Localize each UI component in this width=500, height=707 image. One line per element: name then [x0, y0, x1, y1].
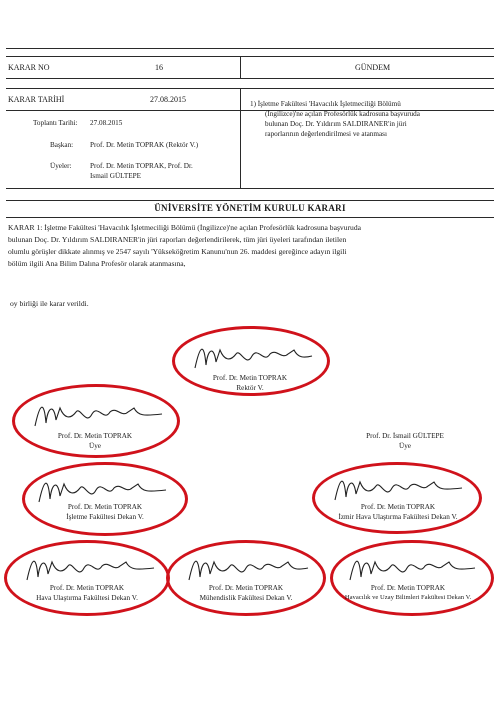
signatory-name: Prof. Dr. Metin TOPRAK — [67, 503, 143, 511]
uyeler-line2: Ismail GÜLTEPE — [90, 172, 142, 180]
signatory-name: Prof. Dr. İsmail GÜLTEPE — [366, 432, 444, 440]
signatory-title: İşletme Fakültesi Dekan V. — [66, 513, 144, 521]
karar-no-label: KARAR NO — [8, 63, 50, 72]
header-divider — [240, 56, 241, 78]
header-rule — [6, 56, 494, 57]
karar-tarihi-label: KARAR TARİHİ — [8, 95, 65, 104]
signature-scribble — [190, 340, 320, 375]
signatory-title: Rektör V. — [236, 384, 264, 392]
decision-title: ÜNİVERSİTE YÖNETİM KURULU KARARI — [154, 203, 346, 213]
baskan-value: Prof. Dr. Metin TOPRAK (Rektör V.) — [90, 141, 199, 149]
agenda-line1: 1) İşletme Fakültesi 'Havacılık İşletmeciliği Bölümü — [250, 100, 401, 108]
signatory-name: Prof. Dr. Metin TOPRAK — [212, 374, 288, 382]
signatory-name: Prof. Dr. Metin TOPRAK — [360, 503, 436, 511]
signatory-name: Prof. Dr. Metin TOPRAK — [49, 584, 125, 592]
signatory-title: İzmir Hava Ulaştırma Fakültesi Dekan V. — [338, 513, 458, 521]
decision-top-rule — [6, 200, 494, 201]
header-divider — [240, 88, 241, 188]
signatory-title: Mühendislik Fakültesi Dekan V. — [199, 594, 293, 602]
signatory-title: Hava Ulaştırma Fakültesi Dekan V. — [36, 594, 138, 602]
signature-scribble — [30, 398, 170, 433]
decision-line4: bölüm ilgili Ana Bilim Dalına Profesör olarak atanmasına, — [8, 259, 186, 268]
signature-scribble — [184, 552, 314, 587]
signature-scribble — [22, 552, 162, 587]
decision-closing: oy birliği ile karar verildi. — [10, 299, 89, 308]
signature-scribble — [345, 552, 480, 587]
signatory-name: Prof. Dr. Metin TOPRAK — [57, 432, 133, 440]
signatory-title: Üye — [399, 442, 411, 450]
header-rule — [6, 110, 494, 111]
header-rule — [6, 78, 494, 79]
uyeler-line1: Prof. Dr. Metin TOPRAK, Prof. Dr. — [90, 162, 193, 170]
signatory-title: Havacılık ve Uzay Bilimleri Fakültesi Dekan V. — [344, 594, 472, 601]
signatory-title: Üye — [89, 442, 101, 450]
gundem-label: GÜNDEM — [355, 63, 391, 72]
meeting-bottom-rule — [6, 188, 494, 189]
toplanti-label: Toplantı Tarihi: — [33, 119, 78, 127]
uyeler-label: Üyeler: — [50, 162, 72, 170]
karar-tarihi-value: 27.08.2015 — [150, 95, 186, 104]
agenda-line2: (İngilizce)'ne açılan Profesörlük kadrosuna başvuruda — [265, 110, 420, 118]
signatory-name: Prof. Dr. Metin TOPRAK — [208, 584, 284, 592]
baskan-label: Başkan: — [50, 141, 74, 149]
signatory-name: Prof. Dr. Metin TOPRAK — [370, 584, 446, 592]
decision-title-rule — [6, 217, 494, 218]
signature-scribble — [330, 472, 470, 507]
agenda-line3: bulunan Doç. Dr. Yıldırım SALDIRANER'in jüri — [265, 120, 407, 128]
header-rule — [6, 88, 494, 89]
agenda-line4: raporlarının değerlendirilmesi ve atanması — [265, 130, 387, 138]
toplanti-value: 27.08.2015 — [90, 119, 123, 127]
decision-line2: bulunan Doç. Dr. Yıldırım SALDIRANER'in jüri raporları değerlendirilerek, tüm jüri üyeleri tarafından iletilen — [8, 235, 347, 244]
decision-line3: olumlu görüşler dikkate alınmış ve 2547 sayılı 'Yükseköğretim Kanunu'nun 26. maddesi gereğince adayın ilgili — [8, 247, 347, 256]
karar-no-value: 16 — [155, 63, 163, 72]
decision-line1: KARAR 1: İşletme Fakültesi 'Havacılık İşletmeciliği Bölümü (İngilizce)'ne açılan Profesörlük kadrosuna başvuruda — [8, 223, 362, 232]
top-rule — [6, 48, 494, 49]
